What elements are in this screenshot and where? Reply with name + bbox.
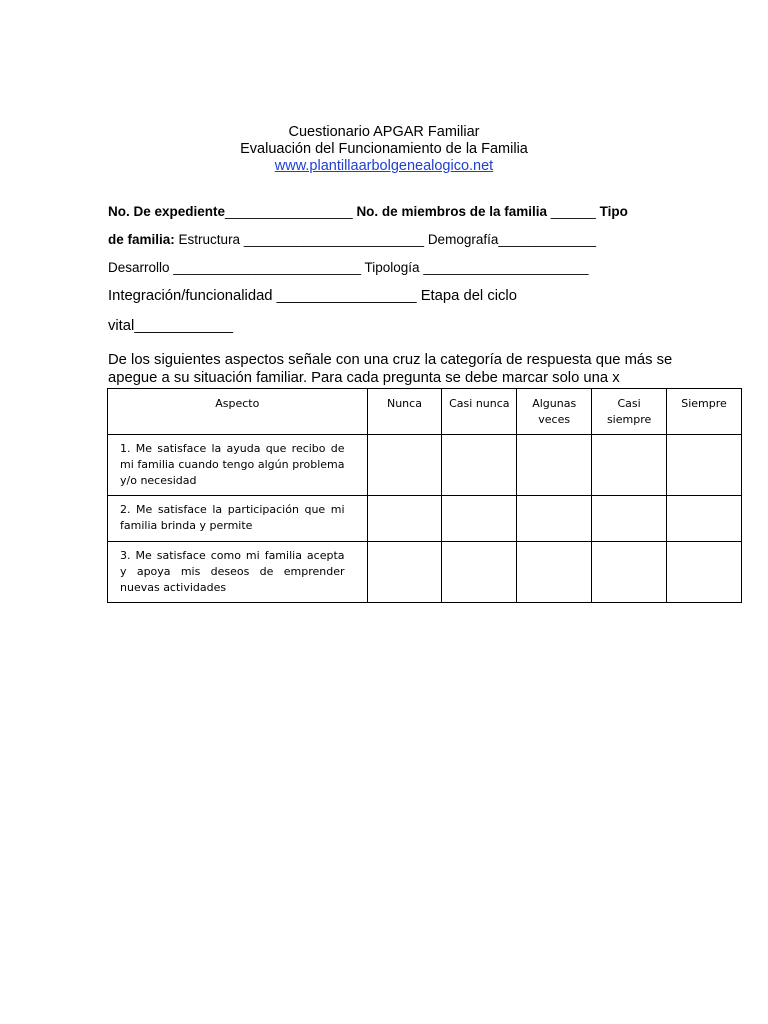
question-1: 1. Me satisface la ayuda que recibo de mi familia cuando tengo algún problema y/o necesidad bbox=[108, 435, 368, 496]
miembros-label: No. de miembros de la familia bbox=[356, 204, 547, 219]
estructura-label: Estructura bbox=[178, 232, 241, 247]
answer-cell-siempre[interactable] bbox=[667, 542, 742, 603]
etapa-label: Etapa del ciclo bbox=[420, 288, 517, 304]
answer-cell-algunas-veces[interactable] bbox=[517, 496, 592, 542]
header-algunas-veces-line1: Algunas bbox=[532, 397, 577, 410]
answer-cell-casi-siempre[interactable] bbox=[592, 435, 667, 496]
answer-cell-casi-siempre[interactable] bbox=[592, 542, 667, 603]
answer-cell-nunca[interactable] bbox=[367, 542, 442, 603]
header-casi-siempre-line1: Casi bbox=[617, 397, 641, 410]
header-casi-siempre bbox=[592, 389, 667, 435]
answer-cell-siempre[interactable] bbox=[667, 435, 742, 496]
table-header-row bbox=[108, 389, 742, 435]
answer-cell-casi-nunca[interactable] bbox=[442, 496, 517, 542]
answer-cell-algunas-veces[interactable] bbox=[517, 435, 592, 496]
form-line-vital bbox=[108, 318, 233, 334]
question-2: 2. Me satisface la participación que mi familia brinda y permite bbox=[108, 496, 368, 542]
estructura-field[interactable]: ________________________ bbox=[243, 232, 425, 247]
header-casi-nunca: Casi nunca bbox=[442, 389, 517, 435]
table-row bbox=[108, 542, 742, 603]
table-row bbox=[108, 435, 742, 496]
form-line-desarrollo bbox=[108, 260, 589, 275]
header-nunca: Nunca bbox=[367, 389, 442, 435]
document-title: Cuestionario APGAR Familiar bbox=[288, 124, 480, 140]
header-algunas-veces bbox=[517, 389, 592, 435]
desarrollo-field[interactable]: _________________________ bbox=[173, 260, 361, 275]
form-line-integracion bbox=[108, 288, 517, 304]
desarrollo-label: Desarrollo bbox=[108, 260, 170, 275]
vital-label: vital bbox=[108, 318, 135, 334]
miembros-field[interactable]: ______ bbox=[550, 204, 596, 219]
form-line-expediente bbox=[108, 204, 628, 219]
header-casi-siempre-line2: siempre bbox=[606, 413, 652, 426]
expediente-label: No. De expediente bbox=[108, 204, 226, 219]
integracion-label: Integración/funcionalidad bbox=[108, 288, 273, 304]
header-siempre: Siempre bbox=[667, 389, 742, 435]
tipologia-field[interactable]: ______________________ bbox=[423, 260, 589, 275]
vital-field[interactable]: ____________ bbox=[134, 318, 234, 334]
answer-cell-casi-siempre[interactable] bbox=[592, 496, 667, 542]
tipo-label: Tipo bbox=[599, 204, 628, 219]
answer-cell-casi-nunca[interactable] bbox=[442, 542, 517, 603]
document-subtitle: Evaluación del Funcionamiento de la Familia bbox=[240, 141, 528, 157]
apgar-table bbox=[107, 388, 742, 603]
question-3: 3. Me satisface como mi familia acepta y apoya mis deseos de emprender nuevas actividades bbox=[108, 542, 368, 603]
answer-cell-algunas-veces[interactable] bbox=[517, 542, 592, 603]
tipologia-label: Tipología bbox=[364, 260, 420, 275]
answer-cell-nunca[interactable] bbox=[367, 496, 442, 542]
answer-cell-casi-nunca[interactable] bbox=[442, 435, 517, 496]
document-header bbox=[0, 124, 768, 175]
form-line-tipo-familia bbox=[108, 232, 596, 247]
demografia-field[interactable]: _____________ bbox=[498, 232, 596, 247]
header-aspecto: Aspecto bbox=[108, 389, 368, 435]
demografia-label: Demografía bbox=[427, 232, 499, 247]
tipo-familia-label: de familia: bbox=[108, 232, 175, 247]
answer-cell-siempre[interactable] bbox=[667, 496, 742, 542]
website-link[interactable]: www.plantillaarbolgenealogico.net bbox=[274, 158, 494, 174]
table-row bbox=[108, 496, 742, 542]
expediente-field[interactable]: _________________ bbox=[225, 204, 353, 219]
header-algunas-veces-line2: veces bbox=[538, 413, 571, 426]
integracion-field[interactable]: _________________ bbox=[276, 288, 417, 304]
answer-cell-nunca[interactable] bbox=[367, 435, 442, 496]
instructions-text: De los siguientes aspectos señale con una cruz la categoría de respuesta que más se apegue a su situación familiar. Para cada pregunta se debe marcar solo una x bbox=[108, 352, 673, 386]
